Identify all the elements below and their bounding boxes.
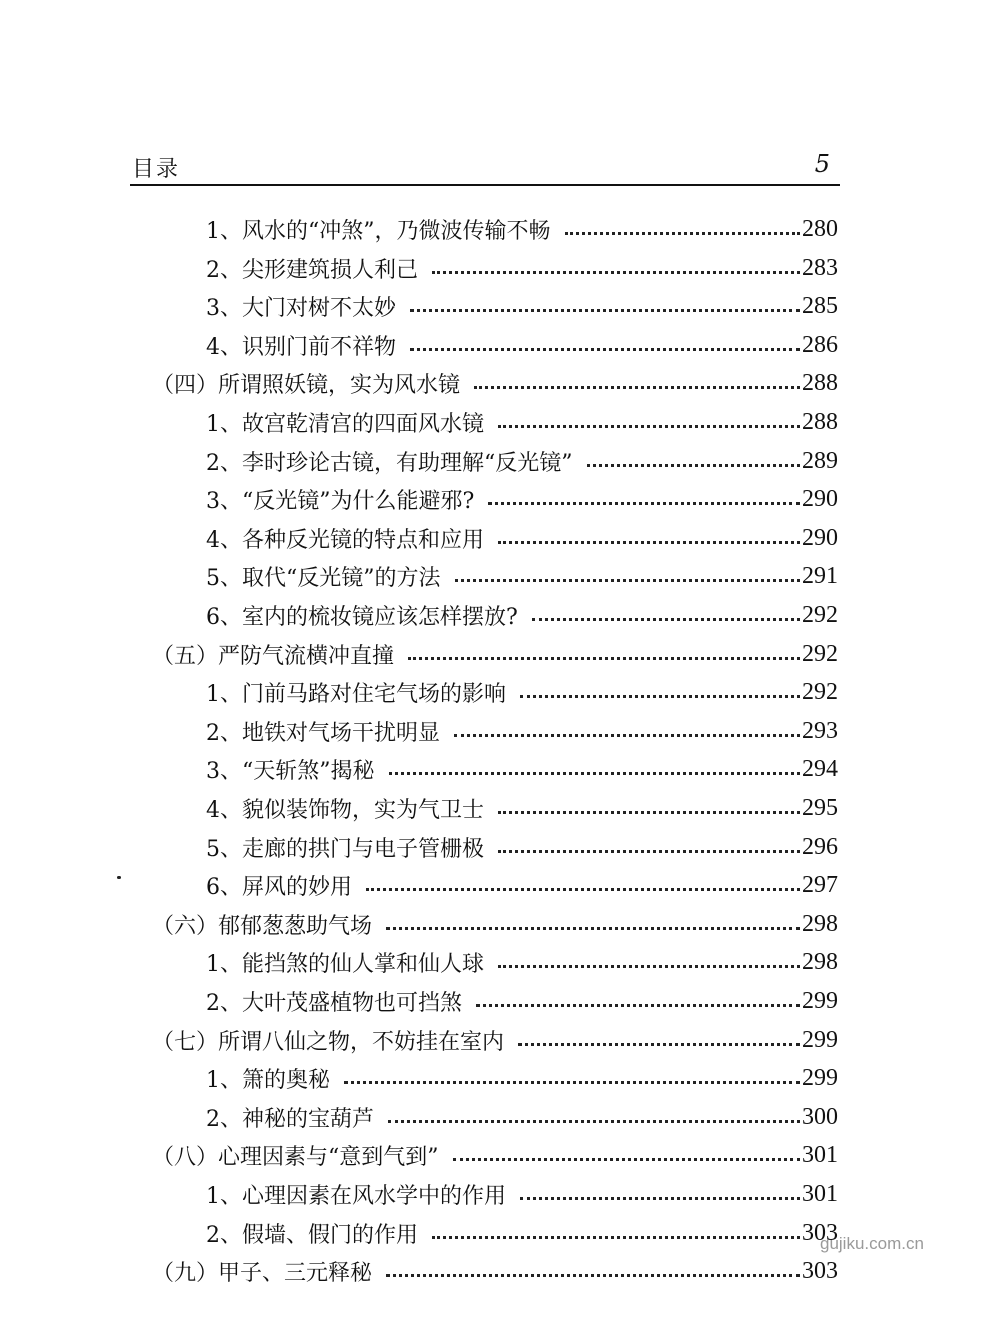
toc-entry-page: 294 <box>802 755 838 782</box>
toc-entry-title: （四）所谓照妖镜，实为风水镜 <box>152 372 461 398</box>
toc-entry-page: 293 <box>802 717 838 744</box>
toc-entry-title: （八）心理因素与“意到气到” <box>152 1144 439 1170</box>
toc-entry-title: 3、大门对树不太妙 <box>206 295 396 321</box>
dot-leader <box>410 348 800 351</box>
dot-leader <box>474 386 800 389</box>
toc-subentry <box>206 557 838 595</box>
dot-leader <box>532 618 800 621</box>
toc-entry-title: 3、“天斩煞”揭秘 <box>206 758 375 784</box>
toc-section-entry <box>152 1021 838 1059</box>
dot-leader <box>488 502 800 505</box>
dot-leader <box>498 425 800 428</box>
dot-leader <box>408 657 800 660</box>
toc-entry-page: 296 <box>802 833 838 860</box>
scan-speck <box>117 876 121 879</box>
toc-subentry <box>206 519 838 557</box>
toc-entry-page: 288 <box>802 369 838 396</box>
toc-entry-page: 283 <box>802 254 838 281</box>
toc-subentry <box>206 789 838 827</box>
toc-entry-title: 1、心理因素在风水学中的作用 <box>206 1183 506 1209</box>
header-rule <box>130 184 840 186</box>
toc-entry-title: （五）严防气流横冲直撞 <box>152 643 395 669</box>
toc-subentry <box>206 326 838 364</box>
header-title: 目录 <box>132 157 181 182</box>
toc-subentry <box>206 210 838 248</box>
toc-section-entry <box>152 1136 838 1174</box>
toc-entry-page: 298 <box>802 910 838 937</box>
dot-leader <box>498 811 800 814</box>
toc-entry-title: 5、取代“反光镜”的方法 <box>206 565 441 591</box>
dot-leader <box>389 772 801 775</box>
dot-leader <box>520 695 800 698</box>
toc-entry-page: 295 <box>802 794 838 821</box>
toc-section-entry <box>152 364 838 402</box>
watermark: gujiku.com.cn <box>820 1234 924 1253</box>
dot-leader <box>386 1274 800 1277</box>
toc-subentry <box>206 1059 838 1097</box>
toc-entry-title: 2、假墙、假门的作用 <box>206 1222 418 1248</box>
toc-subentry <box>206 442 838 480</box>
dot-leader <box>366 888 800 891</box>
dot-leader <box>520 1197 800 1200</box>
toc-entry-title: 6、室内的梳妆镜应该怎样摆放? <box>206 604 518 630</box>
dot-leader <box>388 1120 800 1123</box>
dot-leader <box>432 271 800 274</box>
dot-leader <box>410 309 800 312</box>
dot-leader <box>565 232 801 235</box>
toc-entry-page: 285 <box>802 292 838 319</box>
toc-section-entry <box>152 905 838 943</box>
toc-subentry <box>206 673 838 711</box>
toc-entry-page: 289 <box>802 447 838 474</box>
toc-entry-page: 300 <box>802 1103 838 1130</box>
toc-subentry <box>206 712 838 750</box>
toc-subentry <box>206 403 838 441</box>
dot-leader <box>453 1158 801 1161</box>
toc-entry-title: 6、屏风的妙用 <box>206 874 352 900</box>
toc-entry-page: 292 <box>802 678 838 705</box>
dot-leader <box>386 927 800 930</box>
toc-subentry <box>206 828 838 866</box>
header-page-number: 5 <box>814 150 830 178</box>
toc-subentry <box>206 1098 838 1136</box>
toc-section-entry <box>152 1252 838 1290</box>
toc-entry-page: 280 <box>802 215 838 242</box>
toc-entry-page: 288 <box>802 408 838 435</box>
toc-entry-title: 3、“反光镜”为什么能避邪? <box>206 488 475 514</box>
toc-entry-title: 2、神秘的宝葫芦 <box>206 1106 374 1132</box>
toc-entry-page: 286 <box>802 331 838 358</box>
toc-entry-title: 1、能挡煞的仙人掌和仙人球 <box>206 951 484 977</box>
toc-subentry <box>206 866 838 904</box>
toc-entry-page: 297 <box>802 871 838 898</box>
toc-entry-title: 2、大叶茂盛植物也可挡煞 <box>206 990 462 1016</box>
toc-entry-page: 290 <box>802 524 838 551</box>
toc-entry-page: 298 <box>802 948 838 975</box>
toc-entry-page: 292 <box>802 640 838 667</box>
toc-subentry <box>206 596 838 634</box>
dot-leader <box>476 1004 800 1007</box>
toc-subentry <box>206 287 838 325</box>
dot-leader <box>455 579 801 582</box>
toc-entry-title: 1、箫的奥秘 <box>206 1067 330 1093</box>
toc-entry-page: 290 <box>802 485 838 512</box>
toc-entry-page: 301 <box>802 1180 838 1207</box>
toc-section-entry <box>152 635 838 673</box>
toc-entry-page: 299 <box>802 1026 838 1053</box>
dot-leader <box>498 965 800 968</box>
dot-leader <box>454 734 800 737</box>
toc-entry-title: 4、识别门前不祥物 <box>206 334 396 360</box>
toc-entry-title: 4、各种反光镜的特点和应用 <box>206 527 484 553</box>
toc-entry-title: 5、走廊的拱门与电子管栅极 <box>206 836 484 862</box>
dot-leader <box>344 1081 800 1084</box>
toc-entry-title: 2、地铁对气场干扰明显 <box>206 720 440 746</box>
dot-leader <box>587 464 801 467</box>
toc-entry-page: 299 <box>802 1064 838 1091</box>
running-header <box>132 148 840 184</box>
toc-subentry <box>206 943 838 981</box>
toc-entry-page: 292 <box>802 601 838 628</box>
toc-entry-title: 1、风水的“冲煞”，乃微波传输不畅 <box>206 218 551 244</box>
dot-leader <box>432 1236 800 1239</box>
toc-subentry <box>206 480 838 518</box>
toc-entry-page: 303 <box>802 1219 838 1246</box>
toc-entry-title: （六）郁郁葱葱助气场 <box>152 913 373 939</box>
toc-entry-page: 301 <box>802 1141 838 1168</box>
toc-entry-title: 2、李时珍论古镜，有助理解“反光镜” <box>206 450 573 476</box>
dot-leader <box>518 1043 800 1046</box>
toc-entry-title: 1、门前马路对住宅气场的影响 <box>206 681 506 707</box>
toc-subentry <box>206 249 838 287</box>
toc-subentry <box>206 1175 838 1213</box>
toc-entry-title: （九）甲子、三元释秘 <box>152 1260 373 1286</box>
toc-subentry <box>206 982 838 1020</box>
toc-entry-page: 303 <box>802 1257 838 1284</box>
dot-leader <box>498 541 800 544</box>
toc-entry-title: （七）所谓八仙之物，不妨挂在室内 <box>152 1029 505 1055</box>
toc-subentry <box>206 750 838 788</box>
toc-entry-title: 2、尖形建筑损人利己 <box>206 257 418 283</box>
toc-subentry <box>206 1214 838 1252</box>
toc-entry-title: 1、故宫乾清宫的四面风水镜 <box>206 411 484 437</box>
dot-leader <box>498 850 800 853</box>
toc-entry-page: 299 <box>802 987 838 1014</box>
toc-entry-page: 291 <box>802 562 838 589</box>
toc-entry-title: 4、貌似装饰物，实为气卫士 <box>206 797 484 823</box>
